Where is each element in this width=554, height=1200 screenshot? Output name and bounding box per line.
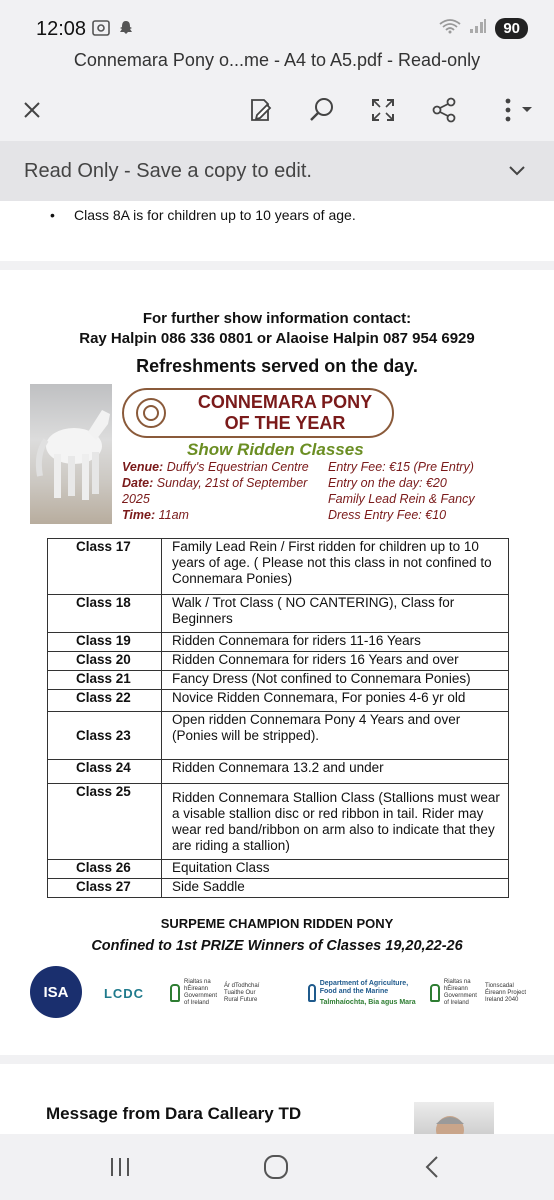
entry-on-day: Entry on the day: €20 <box>328 476 447 490</box>
family-fee-line1: Family Lead Rein & Fancy <box>328 492 475 506</box>
portrait-photo <box>414 1102 494 1134</box>
event-date: Sunday, 21st of September 2025 <box>122 476 308 506</box>
venue: Duffy's Equestrian Centre <box>166 460 309 474</box>
lcdc-logo: LCDC <box>103 985 145 1001</box>
project-ireland-logo: Rialtas na hÉireann Government of Ireland Tionscadal Éireann Project Ireland 2040 <box>430 966 530 1020</box>
search-icon[interactable] <box>306 94 338 126</box>
table-row: Class 24 Ridden Connemara 13.2 and under <box>48 760 509 784</box>
harp-icon <box>308 984 316 1002</box>
classes-table <box>47 538 509 898</box>
table-row: Class 25 Ridden Connemara Stallion Class (Stallions must wear a visable stallion disc or red ribbon in tail. Rider may wear red band/ribbon on arm also to indicate that they are riding a stallion) <box>48 784 509 860</box>
close-icon[interactable] <box>16 94 48 126</box>
harp-icon <box>170 984 180 1002</box>
table-row: Class 26 Equitation Class <box>48 860 509 879</box>
screenshot-icon <box>92 20 110 41</box>
snapchat-icon <box>118 20 134 41</box>
battery-indicator: 90 <box>495 18 528 39</box>
fullscreen-icon[interactable] <box>367 94 399 126</box>
table-row: Class 18 Walk / Trot Class ( NO CANTERING), Class for Beginners <box>48 595 509 633</box>
more-icon[interactable] <box>496 94 540 126</box>
pdf-page-flyer <box>0 270 554 1055</box>
contact-heading: For further show information contact: <box>142 310 412 327</box>
notification-icons <box>92 20 134 41</box>
contact-line: Ray Halpin 086 336 0801 or Alaoise Halpin 087 954 6929 <box>79 330 475 347</box>
pdf-page <box>0 1064 554 1134</box>
banner-title-line2: OF THE YEAR <box>224 413 346 433</box>
toolbar <box>0 88 554 132</box>
read-only-banner[interactable] <box>0 141 554 201</box>
document-title: Connemara Pony o...me - A4 to A5.pdf - Read-only <box>73 50 481 70</box>
chevron-down-icon[interactable] <box>508 161 526 184</box>
entry-fee: Entry Fee: €15 (Pre Entry) <box>328 460 474 474</box>
system-status <box>439 18 528 39</box>
banner-title-line1: CONNEMARA PONY <box>197 392 373 412</box>
recent-apps-icon[interactable] <box>100 1152 140 1182</box>
status-bar <box>0 0 554 46</box>
event-banner <box>122 388 394 438</box>
message-heading: Message from Dara Calleary TD <box>46 1104 302 1123</box>
confined-note: Confined to 1st PRIZE Winners of Classes 19,20,22-26 <box>91 938 463 954</box>
table-row: Class 19 Ridden Connemara for riders 11-16 Years <box>48 633 509 652</box>
back-icon[interactable] <box>412 1152 452 1182</box>
signal-icon <box>469 18 487 39</box>
event-time: 11am <box>158 508 189 522</box>
supreme-champion-heading: SURPEME CHAMPION RIDDEN PONY <box>160 916 394 931</box>
banner-inner-ring-icon <box>143 405 159 421</box>
table-row: Class 22 Novice Ridden Connemara, For ponies 4-6 yr old <box>48 690 509 712</box>
event-details: Venue: Duffy's Equestrian Centre Date: Sunday, 21st of September 2025 Time: 11am <box>122 460 309 522</box>
edit-icon[interactable] <box>245 94 277 126</box>
sponsor-logos <box>30 966 530 1020</box>
read-only-message: Read Only - Save a copy to edit. <box>24 160 312 182</box>
table-row: Class 17 Family Lead Rein / First ridden for children up to 10 years of age. ( Please not this class in not confined to Connemara Ponies) <box>48 539 509 595</box>
table-row: Class 20 Ridden Connemara for riders 16 Years and over <box>48 652 509 671</box>
table-row: Class 23 Open ridden Connemara Pony 4 Years and over (Ponies will be stripped). <box>48 712 509 760</box>
refreshments-note: Refreshments served on the day. <box>136 356 418 376</box>
government-logo: Rialtas na hÉireann Government of Ireland Ár dTodhchaí Tuaithe Our Rural Future <box>170 966 260 1020</box>
table-row: Class 27 Side Saddle <box>48 879 509 898</box>
isa-logo: ISA <box>30 966 82 1018</box>
event-subtitle: Show Ridden Classes <box>187 440 364 459</box>
wifi-icon <box>439 18 461 39</box>
share-icon[interactable] <box>428 94 460 126</box>
harp-icon <box>430 984 440 1002</box>
home-icon[interactable] <box>256 1152 296 1182</box>
horse-photo <box>30 384 112 524</box>
agriculture-department-logo: Department of Agriculture, Food and the Marine Talmhaíochta, Bia agus Mara <box>308 966 418 1020</box>
family-fee-line2: Dress Entry Fee: €10 <box>328 508 447 522</box>
bullet-item: • Class 8A is for children up to 10 years of age. <box>50 207 356 223</box>
navigation-bar <box>0 1134 554 1200</box>
table-row: Class 21 Fancy Dress (Not confined to Connemara Ponies) <box>48 671 509 690</box>
pdf-page <box>0 201 554 261</box>
entry-fees <box>328 459 518 523</box>
clock: 12:08 <box>36 18 87 40</box>
